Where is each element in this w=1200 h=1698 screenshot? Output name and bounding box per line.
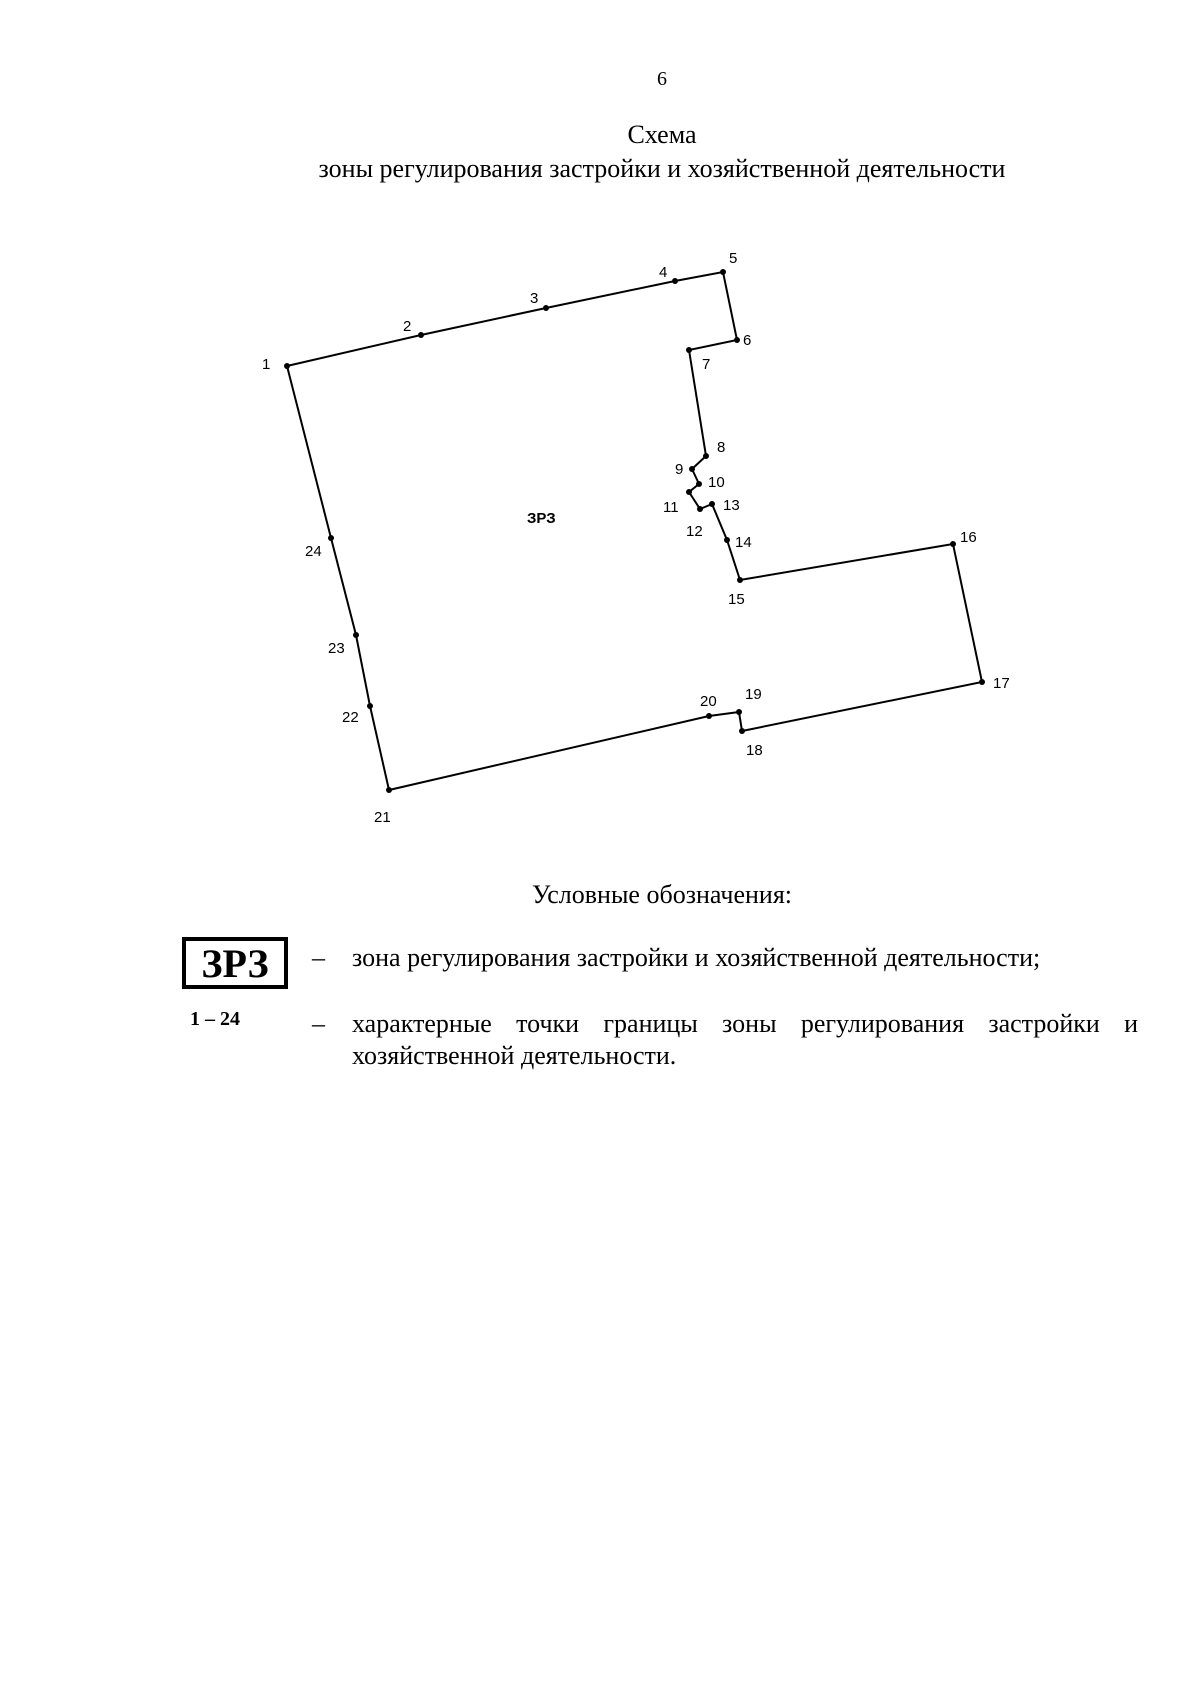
boundary-point <box>950 541 956 547</box>
boundary-point <box>328 535 334 541</box>
point-label: 16 <box>960 529 977 546</box>
point-label: 2 <box>403 318 412 335</box>
boundary-point <box>689 466 695 472</box>
boundary-point <box>979 679 985 685</box>
boundary-point <box>724 537 730 543</box>
point-label: 3 <box>530 290 539 307</box>
point-label: 17 <box>993 675 1010 692</box>
point-labels <box>262 250 1010 826</box>
boundary-point <box>367 703 373 709</box>
point-label: 21 <box>374 809 391 826</box>
zone-label: ЗРЗ <box>527 510 556 527</box>
point-label: 8 <box>717 439 726 456</box>
legend-dash: – <box>312 1009 325 1038</box>
legend-zone-description: зона регулирования застройки и хозяйственной деятельности; <box>352 943 1041 972</box>
title-line-2: зоны регулирования застройки и хозяйственной деятельности <box>318 154 1006 183</box>
boundary-point <box>418 332 424 338</box>
zone-boundary <box>287 272 982 790</box>
boundary-point <box>543 305 549 311</box>
boundary-point <box>353 632 359 638</box>
legend-dash: – <box>312 943 325 972</box>
point-label: 7 <box>702 356 711 373</box>
point-label: 15 <box>728 591 745 608</box>
legend-points-description: характерные точки границы зоны регулирования застройки и хозяйственной деятельности. <box>352 1009 1138 1070</box>
boundary-point <box>734 337 740 343</box>
boundary-point <box>697 506 703 512</box>
point-label: 18 <box>746 742 763 759</box>
point-label: 14 <box>735 534 752 551</box>
point-label: 4 <box>659 264 668 281</box>
point-label: 12 <box>686 523 703 540</box>
point-label: 6 <box>743 332 752 349</box>
boundary-point <box>706 713 712 719</box>
point-label: 11 <box>663 499 679 516</box>
point-label: 23 <box>328 640 345 657</box>
point-label: 9 <box>675 461 684 478</box>
boundary-point <box>739 728 745 734</box>
point-label: 19 <box>745 686 762 703</box>
legend-points-symbol: 1 – 24 <box>190 1008 240 1030</box>
boundary-point <box>703 453 709 459</box>
page-number: 6 <box>657 68 667 90</box>
point-label: 20 <box>700 693 717 710</box>
point-label: 1 <box>262 356 271 373</box>
boundary-point <box>686 489 692 495</box>
point-label: 22 <box>342 709 359 726</box>
boundary-point <box>386 787 392 793</box>
point-label: 13 <box>723 497 740 514</box>
title-line-1: Схема <box>627 120 697 149</box>
point-label: 5 <box>729 250 738 267</box>
boundary-point <box>709 501 715 507</box>
boundary-point <box>284 363 290 369</box>
boundary-point <box>736 709 742 715</box>
boundary-point <box>737 577 743 583</box>
legend-title: Условные обозначения: <box>531 880 793 909</box>
boundary-point <box>696 481 702 487</box>
point-label: 24 <box>305 543 322 560</box>
point-label: 10 <box>708 474 725 491</box>
boundary-point <box>672 278 678 284</box>
boundary-point <box>686 347 692 353</box>
boundary-points <box>284 269 985 793</box>
boundary-point <box>720 269 726 275</box>
legend-zone-symbol: ЗРЗ <box>182 937 288 989</box>
